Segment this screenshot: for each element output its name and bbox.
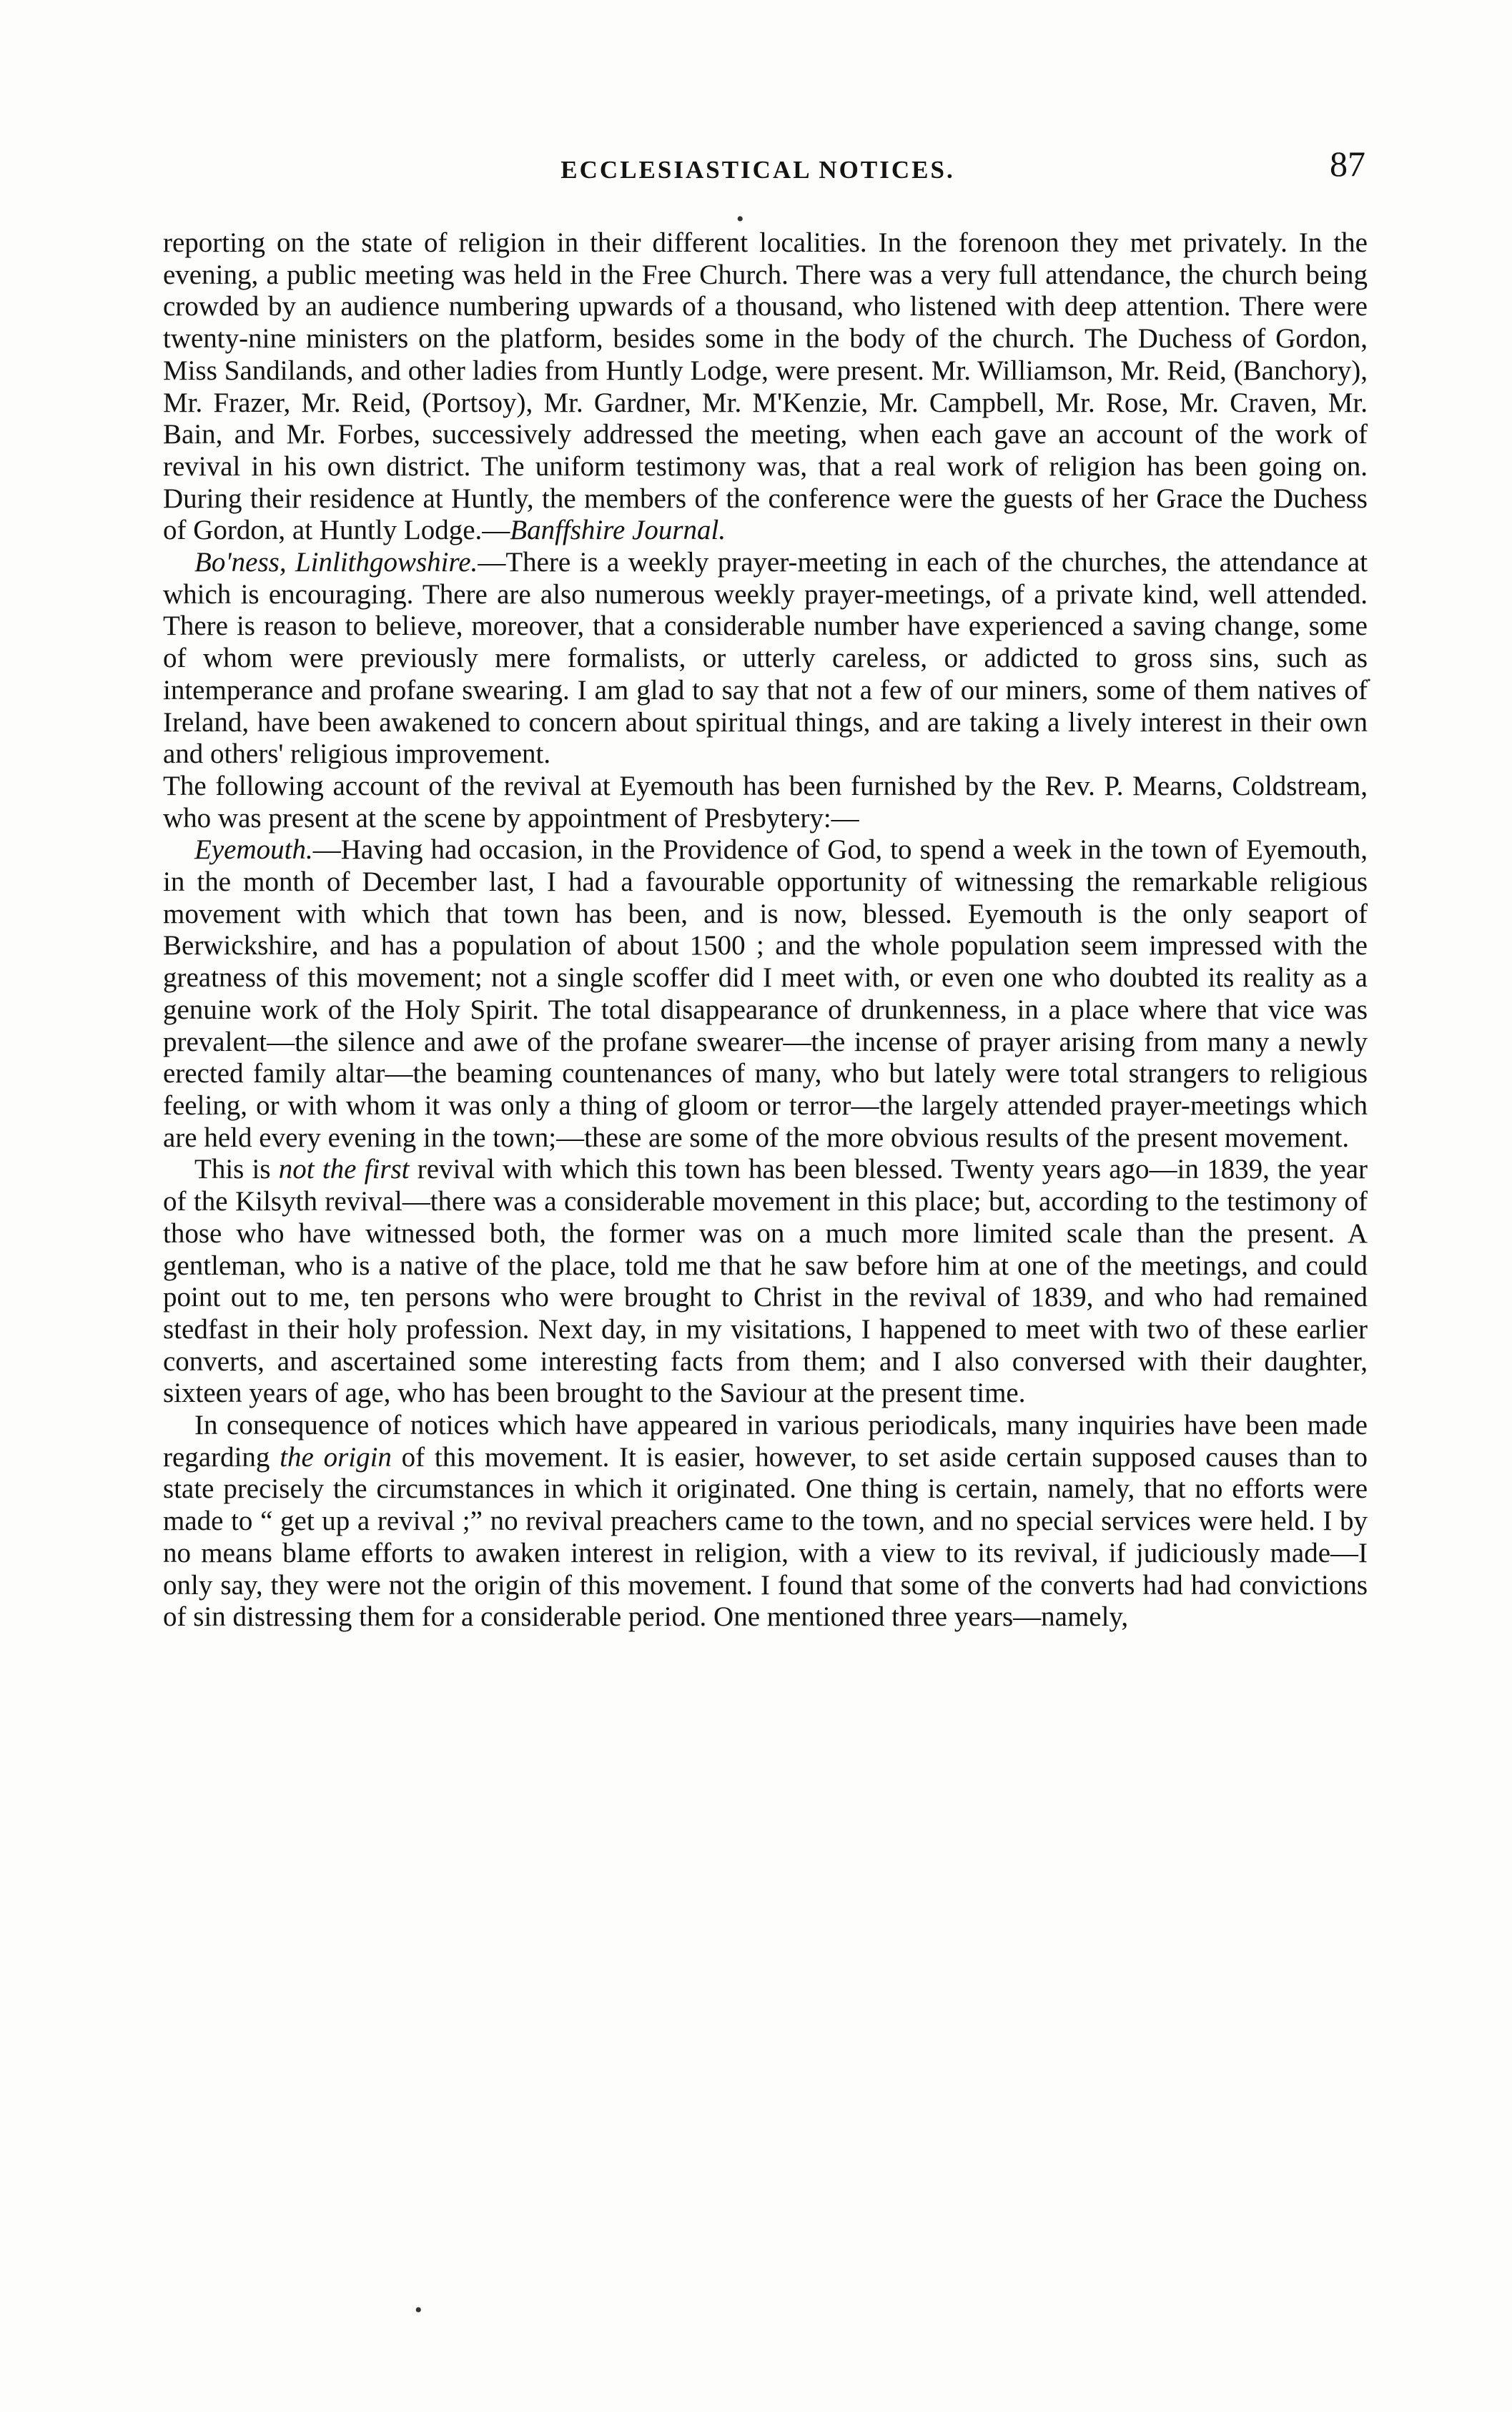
paragraph-text: revival with which this town has been blessed. Twenty years ago—in 1839, the year of the Kilsyth revival—there was a considerable movement in this place; but, according to the testimony of those who have witnessed both, the former was on a much more limited scale than the present. A gentleman, who is a native of the place, told me that he saw before him at one of the meetings, and could point out to me, ten persons who were brought to Christ in the revival of 1839, and who had remained stedfast in their holy profession. Next day, in my visitations, I happened to meet with two of these earlier converts, and ascertained some interesting facts from them; and I also conversed with their daughter, sixteen years of age, who has been brought to the Saviour at the present time. [163,1154,1368,1409]
paragraph-text-lead: In consequence of notices which have appeared in various periodicals, many inquiries have been made regarding [163,1410,1368,1473]
source-citation: Banffshire Journal. [510,515,726,546]
paragraph-not-first-revival [163,1154,1368,1410]
emphasis: the origin [280,1441,392,1473]
paragraph-origin [163,1410,1368,1633]
paragraph-eyemouth [163,834,1368,1154]
paragraph-text: of this movement. It is easier, however, to set aside certain supposed causes than to state precisely the circumstances in which it originated. One thing is certain, namely, that no efforts were made to “ get up a revival ;” no revival preachers came to the town, and no special services were held. I by no means blame efforts to awaken interest in religion, with a view to its revival, if judiciously made—I only say, they were not the origin of this movement. I found that some of the converts had had convictions of sin distressing them for a considerable period. One mentioned three years—namely, [163,1441,1368,1633]
paragraph-boness [163,547,1368,771]
paragraph-text: reporting on the state of religion in their different localities. In the forenoon they met privately. In the evening, a public meeting was held in the Free Church. There was a very full attendance, the church being crowded by an audience numbering upwards of a thousand, who listened with deep attention. There were twenty-nine ministers on the platform, besides some in the body of the church. The Duchess of Gordon, Miss Sandilands, and other ladies from Huntly Lodge, were present. Mr. Williamson, Mr. Reid, (Banchory), Mr. Frazer, Mr. Reid, (Portsoy), Mr. Gardner, Mr. M'Kenzie, Mr. Campbell, Mr. Rose, Mr. Craven, Mr. Bain, and Mr. Forbes, successively addressed the meeting, when each gave an account of the work of revival in his own district. The uniform testimony was, that a real work of religion has been going on. During their residence at Huntly, the members of the conference were the guests of her Grace the Duchess of Gordon, at Huntly Lodge.— [163,227,1368,546]
body-text [163,227,1368,1633]
paragraph-eyemouth-intro [163,771,1368,834]
page-number: 87 [1330,144,1365,184]
print-speck: • [736,207,744,231]
emphasis: not the first [278,1154,410,1185]
place-heading: Eyemouth. [194,834,313,866]
place-heading: Bo'ness, Linlithgowshire. [194,547,478,578]
paragraph-text: The following account of the revival at Eyemouth has been furnished by the Rev. P. Mearns, Coldstream, who was present at the scene by appointment of Presbytery:— [163,770,1368,834]
paragraph-text: —Having had occasion, in the Providence of God, to spend a week in the town of Eyemouth, in the month of December last, I had a favourable opportunity of witnessing the remarkable religious movement with which that town has been, and is now, blessed. Eyemouth is the only seaport of Berwickshire, and has a population of about 1500 ; and the whole population seem impressed with the greatness of this movement; not a single scoffer did I meet with, or even one who doubted its reality as a genuine work of the Holy Spirit. The total disappearance of drunkenness, in a place where that vice was prevalent—the silence and awe of the profane swearer—the incense of prayer arising from many a newly erected family altar—the beaming countenances of many, who but lately were total strangers to religious feeling, or with whom it was only a thing of gloom or terror—the largely attended prayer-meetings which are held every evening in the town;—these are some of the more obvious results of the present movement. [163,834,1368,1153]
paragraph-huntly-conference [163,227,1368,547]
paragraph-text-lead: This is [194,1154,279,1185]
print-speck: • [415,2298,423,2322]
print-speck: · [1365,668,1373,692]
paragraph-text: —There is a weekly prayer-meeting in each of the churches, the attendance at which is encouraging. There are also numerous weekly prayer-meetings, of a private kind, well attended. There is reason to believe, moreover, that a considerable number have experienced a saving change, some of whom were previously mere formalists, or utterly careless, or addicted to gross sins, such as intemperance and profane swearing. I am glad to say that not a few of our miners, some of them natives of Ireland, have been awakened to concern about spiritual things, and are taking a lively interest in their own and others' religious improvement. [163,547,1368,770]
running-title: ECCLESIASTICAL NOTICES. [560,156,955,184]
page-header [150,143,1365,193]
